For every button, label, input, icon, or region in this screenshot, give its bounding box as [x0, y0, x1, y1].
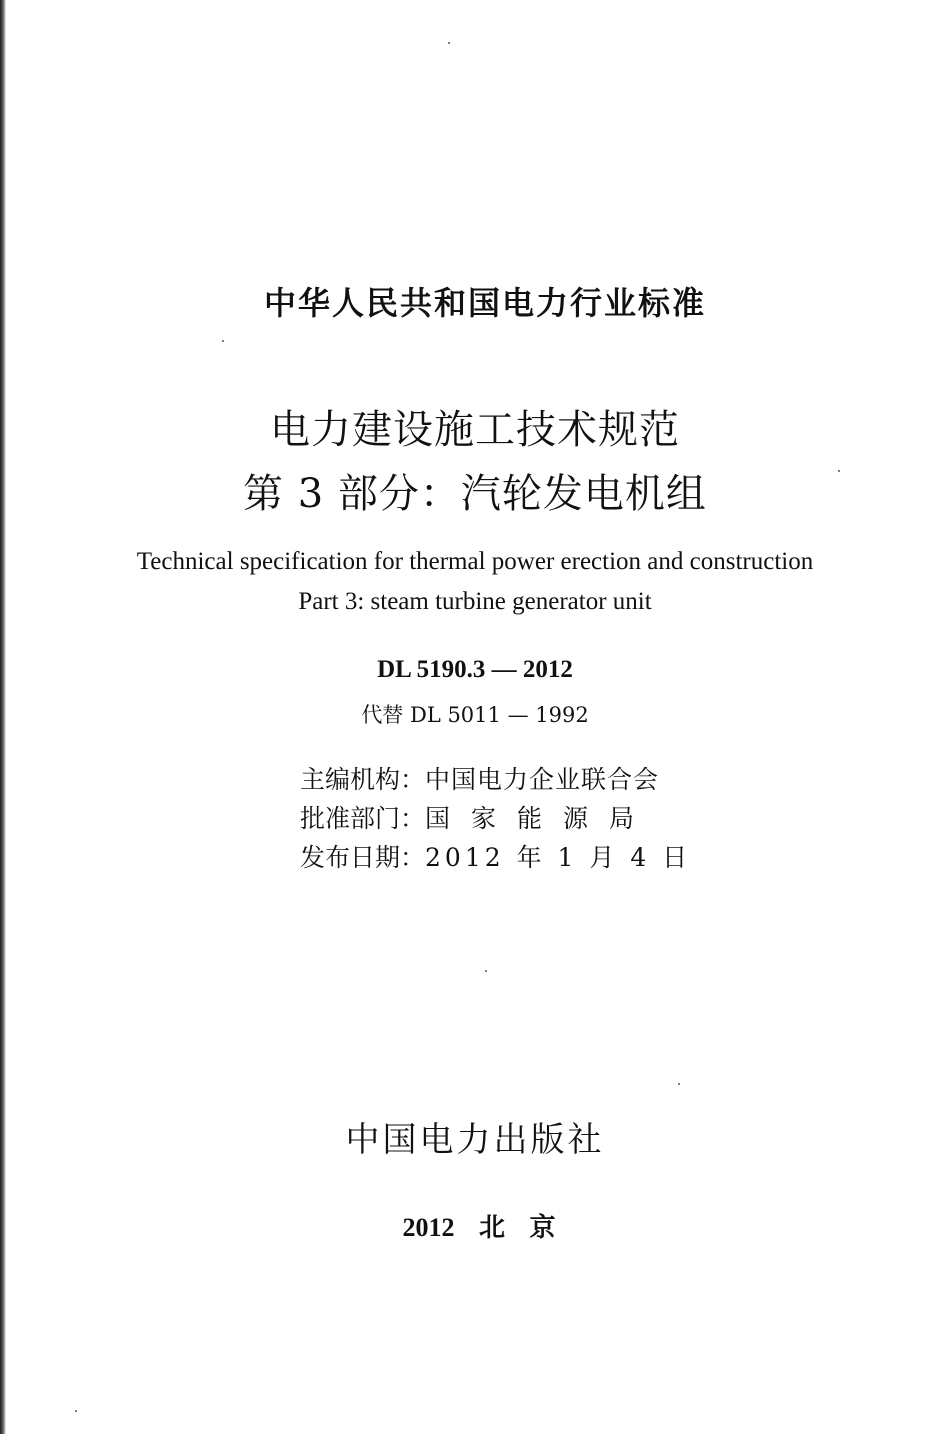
subtitle-english: Part 3: steam turbine generator unit: [298, 588, 652, 615]
standard-number: DL 5190.3 — 2012: [377, 656, 573, 683]
replaces-standard: 代替 DL 5011 — 1992: [361, 703, 589, 727]
date-value: 2012 年 1 月 4 日: [425, 843, 692, 872]
scan-speck: [222, 340, 224, 342]
scan-speck: [678, 1083, 680, 1085]
publication-info: [300, 760, 691, 877]
title-chinese: 电力建设施工技术规范: [270, 407, 680, 453]
title-english: Technical specification for thermal power erection and construction: [136, 548, 814, 575]
scan-speck: [448, 42, 450, 44]
scan-speck: [485, 970, 487, 972]
date-row: [300, 838, 691, 877]
approver-value: 国家能源局: [425, 804, 656, 833]
publication-place-year: 2012 北 京: [402, 1213, 556, 1242]
scan-speck: [75, 1410, 77, 1412]
standard-header: 中华人民共和国电力行业标准: [263, 284, 706, 322]
editor-row: [300, 760, 691, 799]
editor-label: 主编机构：: [300, 765, 426, 794]
approver-row: [300, 799, 691, 838]
subtitle-chinese: 第 3 部分：汽轮发电机组: [243, 471, 707, 517]
editor-value: 中国电力企业联合会: [425, 765, 660, 794]
approver-label: 批准部门：: [300, 804, 426, 833]
date-label: 发布日期：: [300, 843, 426, 872]
publisher-name: 中国电力出版社: [345, 1120, 605, 1160]
